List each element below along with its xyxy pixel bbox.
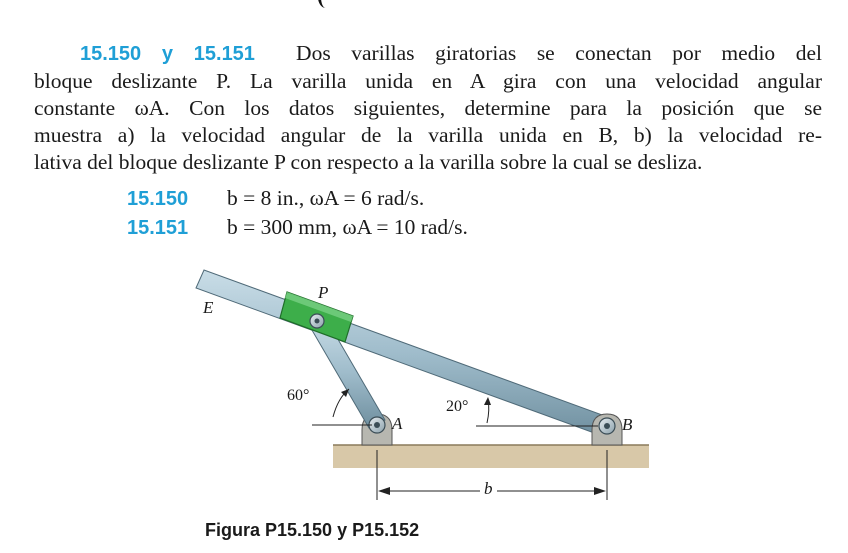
angle-label-A: 60° [287,387,310,404]
dim-arrow-left [378,487,390,495]
problem-number: 15.150 y 15.151 [80,43,255,65]
problem-line-1: 15.150 y 15.151 Dos varillas giratorias se conectan por medio del [80,41,822,65]
problem-line-5: lativa del bloque deslizante P con respecto a la varilla sobre la cual se desliza. [34,150,703,174]
label-B: B [622,415,633,434]
angle-arc-B-arrow [484,397,491,405]
data-row-text: b = 300 mm, ωA = 10 rad/s. [227,215,468,239]
data-row-text: b = 8 in., ωA = 6 rad/s. [227,186,425,210]
data-row-number: 15.150 [127,188,189,210]
ground-base [333,445,649,468]
data-row-number: 15.151 [127,217,189,239]
pin-B-center [604,423,610,429]
pin-A-center [374,422,380,428]
label-E: E [203,298,214,317]
label-P: P [318,283,329,302]
dimension-label-b: b [484,479,493,498]
pin-P-center [315,319,320,324]
dim-arrow-right [594,487,606,495]
figure-caption: Figura P15.150 y P15.152 [205,520,420,540]
problem-line-4: muestra a) la velocidad angular de la varilla unida en B, b) la velocidad re- [34,123,822,147]
rod-E-B [196,270,616,438]
angle-label-B: 20° [446,398,469,415]
label-A: A [392,414,403,433]
problem-line-3: constante ωA. Con los datos siguientes, determine para la posición que se [34,96,822,120]
problem-line-2: bloque deslizante P. La varilla unida en A gira con una velocidad angular [34,69,822,93]
